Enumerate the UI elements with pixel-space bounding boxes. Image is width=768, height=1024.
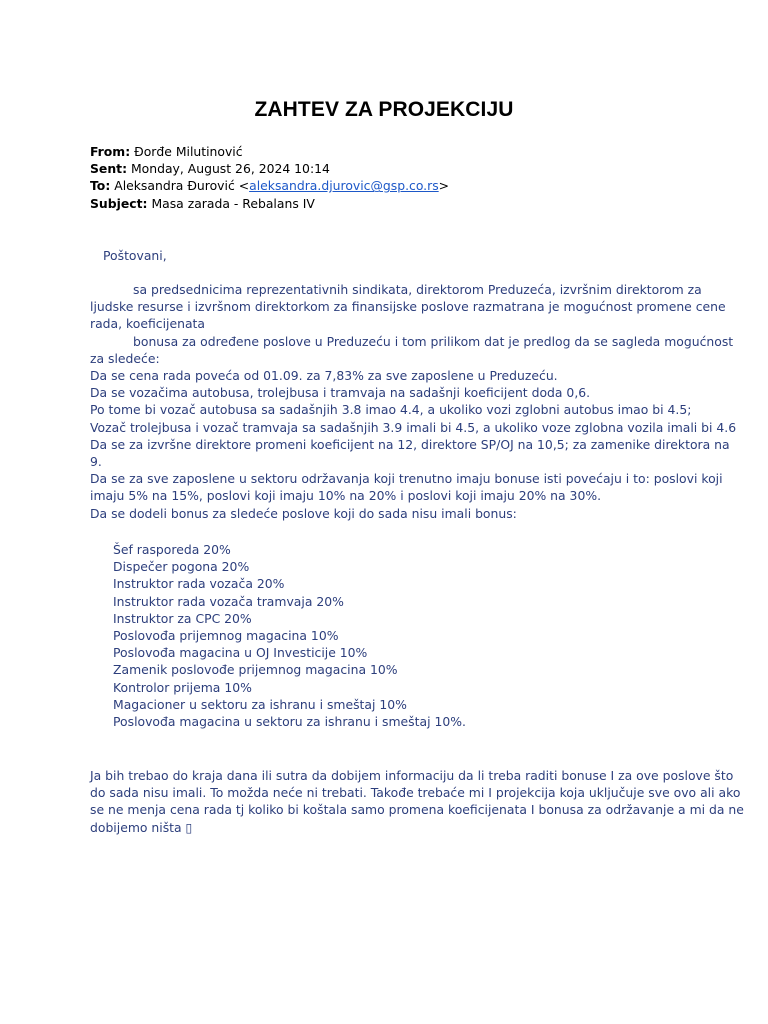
body-paragraph (90, 281, 737, 522)
body-line: sa predsednicima reprezentativnih sindikata, direktorom Preduzeća, izvršnim direktorom za (133, 282, 702, 297)
body-line: bonusa za određene poslove u Preduzeću i tom prilikom dat je predlog da se sagleda mogućnost (133, 333, 734, 349)
body-line: Vozač trolejbusa i vozač tramvaja sa sadašnjih 3.9 imali bi 4.5, a ukoliko voze zglobna vozila imali bi 4.6 (90, 419, 737, 435)
body-line: Da se vozačima autobusa, trolejbusa i tramvaja na sadašnji koeficijent doda 0,6. (90, 385, 591, 401)
list-item: Kontrolor prijema 10% (113, 679, 252, 695)
email-header (90, 143, 710, 212)
from-label: From: (90, 144, 131, 159)
body-line: rada, koeficijenata (90, 316, 205, 332)
to-close: > (438, 178, 450, 194)
list-item: Šef rasporeda 20% (113, 542, 231, 557)
closing-paragraph (90, 767, 744, 836)
subject-value: Masa zarada - Rebalans IV (147, 195, 315, 211)
document-title: ZAHTEV ZA PROJEKCIJU (254, 98, 514, 121)
body-line: ljudske resurse i izvršnom direktorkom za finansijske poslove razmatrana je mogućnost promene cene (90, 299, 726, 315)
to-label: To: (90, 178, 111, 194)
list-item: Poslovođa prijemnog magacina 10% (113, 628, 339, 644)
body-line: 9. (90, 454, 102, 470)
sent-value: Monday, August 26, 2024 10:14 (127, 161, 330, 177)
list-item: Instruktor rada vozača tramvaja 20% (113, 593, 344, 609)
body-line: imaju 5% na 15%, poslovi koji imaju 10% na 20% i poslovi koji imaju 20% na 30%. (90, 488, 602, 504)
list-item: Magacioner u sektoru za ishranu i smeštaj 10% (113, 696, 407, 712)
body-line: Da se cena rada poveća od 01.09. za 7,83% za sve zaposlene u Preduzeću. (90, 368, 558, 384)
closing-line: dobijemo ništa ▯ (90, 819, 193, 835)
subject-row (90, 195, 710, 212)
bonus-list (113, 541, 466, 730)
sent-label: Sent: (90, 161, 128, 177)
closing-line: do sada nisu imali. To možda neće ni trebati. Takođe trebaće mi I projekcija koja uključuje sve ovo ali ako (90, 785, 741, 801)
list-item: Instruktor za CPC 20% (113, 610, 252, 626)
to-row (90, 177, 710, 194)
body-line: Da se dodeli bonus za sledeće poslove koji do sada nisu imali bonus: (90, 505, 517, 521)
body-line: Da se za sve zaposlene u sektoru održavanja koji trenutno imaju bonuse isti povećaju i to: poslovi koji (90, 471, 723, 487)
body-line: Da se za izvršne direktore promeni koeficijent na 12, direktore SP/OJ na 10,5; za zamenike direktora na (90, 436, 730, 452)
list-item: Dispečer pogona 20% (113, 559, 250, 575)
closing-line: se ne menja cena rada tj koliko bi koštala samo promena koeficijenata I bonusa za održavanje a mi da ne (90, 802, 744, 818)
closing-line: Ja bih trebao do kraja dana ili sutra da dobijem informaciju da li treba raditi bonuse I za ove poslove što (90, 768, 734, 783)
list-item: Instruktor rada vozača 20% (113, 576, 285, 592)
list-item: Poslovođa magacina u OJ Investicije 10% (113, 645, 368, 661)
body-line: za sledeće: (90, 350, 160, 366)
list-item: Poslovođa magacina u sektoru za ishranu i smeštaj 10%. (113, 714, 466, 730)
body-line: Po tome bi vozač autobusa sa sadašnjih 3.8 imao 4.4, a ukoliko vozi zglobni autobus imao bi 4.5; (90, 402, 692, 418)
list-item: Zamenik poslovođe prijemnog magacina 10% (113, 662, 398, 678)
greeting: Poštovani, (103, 248, 167, 263)
to-name: Aleksandra Đurović < (110, 178, 250, 194)
recipient-email-link[interactable]: aleksandra.djurovic@gsp.co.rs (249, 178, 439, 194)
subject-label: Subject: (90, 195, 148, 211)
sent-row (90, 160, 710, 177)
from-value: Đorđe Milutinović (130, 144, 243, 159)
from-row (90, 143, 710, 160)
